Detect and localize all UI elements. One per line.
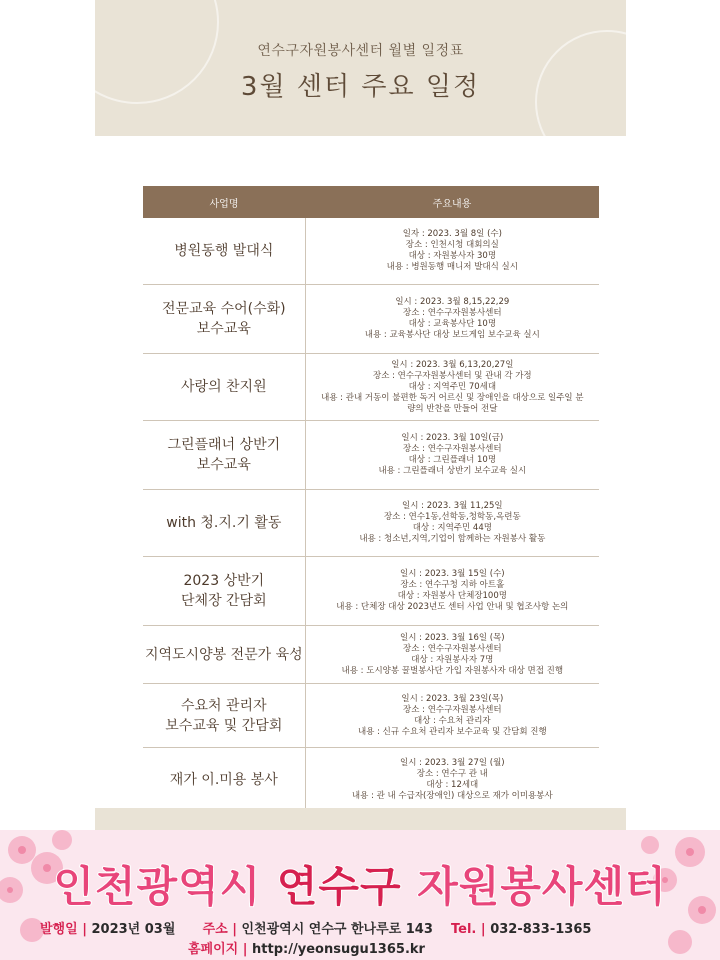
detail-line: 내용 : 신규 수요처 관리자 보수교육 및 간담회 진행 [357,726,547,737]
detail-line: 내용 : 도시양봉 꿀벌봉사단 가입 자원봉사자 대상 면접 진행 [341,665,564,676]
detail-line: 장소 : 연수1동,선학동,청학동,옥련동 [383,512,521,522]
program-name: 2023 상반기 단체장 간담회 [143,557,306,625]
program-name: 그린플래너 상반기 보수교육 [143,421,306,489]
title-city: 인천광역시 [53,862,277,911]
table-body [143,218,599,812]
detail-line: 장소 : 인천시청 대회의실 [405,240,499,250]
detail-line: 일시 : 2023. 3월 16일 (목) [400,632,505,643]
program-details [306,626,599,683]
issue-value: 2023년 03월 [91,922,176,937]
detail-line: 장소 : 연수구 관 내 [416,768,488,779]
detail-line: 일시 : 2023. 3월 11,25일 [402,501,503,511]
detail-line: 장소 : 연수구자원봉사센터 및 관내 각 가정 [372,370,532,381]
program-details [306,218,599,284]
schedule-table [143,186,599,812]
address-label: 주소 | [202,922,237,937]
homepage-link[interactable]: http://yeonsugu1365.kr [252,942,425,957]
header-subtitle: 연수구자원봉사센터 월별 일정표 [257,43,464,59]
detail-line: 장소 : 연수구자원봉사센터 [403,444,502,454]
table-row [143,748,599,812]
detail-line: 일시 : 2023. 3월 23일(목) [401,693,504,704]
program-name: with 청.지.기 활동 [143,490,306,556]
table-row [143,218,599,285]
detail-line: 장소 : 연수구자원봉사센터 [403,643,502,654]
detail-line: 일시 : 2023. 3월 6,13,20,27일 [391,359,514,370]
detail-line: 내용 : 관 내 수급자(장애인) 대상으로 재가 이미용봉사 [351,790,553,801]
program-details [306,285,599,353]
detail-line: 일시 : 2023. 3월 27일 (월) [400,757,505,768]
detail-line: 일자 : 2023. 3월 8일 (수) [402,229,502,239]
detail-line: 장소 : 연수구자원봉사센터 [403,704,502,715]
schedule-header [95,0,626,136]
detail-line: 일시 : 2023. 3월 8,15,22,29 [395,297,510,307]
tel-value: 032-833-1365 [490,922,592,937]
detail-line: 대상 : 12세대 [426,779,479,790]
program-name: 전문교육 수어(수화) 보수교육 [143,285,306,353]
footer-band [95,808,626,830]
address-value: 인천광역시 연수구 한나루로 143 [241,922,433,937]
program-details [306,354,599,420]
page-title: 3월 센터 주요 일정 [240,72,481,102]
detail-line: 일시 : 2023. 3월 15일 (수) [400,569,505,579]
detail-line: 내용 : 교육봉사단 대상 보드게임 보수교육 실시 [364,330,540,340]
table-row [143,354,599,421]
detail-line: 내용 : 그린플래너 상반기 보수교육 실시 [378,466,527,476]
table-header-row [143,186,599,218]
table-row [143,421,599,490]
detail-line: 내용 : 단체장 대상 2023년도 센터 사업 안내 및 협조사항 논의 [336,602,569,612]
homepage-label: 홈페이지 | [188,942,248,957]
program-details [306,490,599,556]
detail-line: 내용 : 관내 거동이 불편한 독거 어르신 및 장애인을 대상으로 일주일 분 [321,392,584,403]
column-header-program: 사업명 [209,198,239,210]
detail-line: 대상 : 지역주민 70세대 [408,381,497,392]
homepage-info [188,938,425,957]
table-row [143,626,599,684]
detail-line: 대상 : 교육봉사단 10명 [408,319,497,329]
detail-line: 대상 : 자원봉사 단체장100명 [397,591,507,601]
program-name: 사랑의 찬지원 [143,354,306,420]
footer-banner [0,830,720,960]
detail-line: 내용 : 청소년,지역,기업이 함께하는 자원봉사 활동 [359,534,546,544]
detail-line: 대상 : 지역주민 44명 [412,523,492,533]
detail-line: 장소 : 연수구청 지하 아트홀 [400,580,505,590]
column-header-content: 주요내용 [432,198,472,210]
program-name: 수요처 관리자 보수교육 및 간담회 [143,684,306,747]
program-name: 재가 이.미용 봉사 [143,748,306,811]
table-row [143,557,599,626]
publication-info [40,918,591,937]
program-name: 병원동행 발대식 [143,218,306,284]
program-details [306,684,599,747]
program-details [306,421,599,489]
table-row [143,285,599,354]
detail-line: 대상 : 자원봉사자 7명 [411,654,494,665]
detail-line: 대상 : 그린플래너 10명 [408,455,497,465]
table-row [143,684,599,748]
tel-label: Tel. | [451,922,486,937]
center-name-title [0,854,720,914]
program-details [306,748,599,811]
detail-line: 대상 : 수요처 관리자 [413,715,491,726]
detail-line: 량의 반찬을 만들어 전달 [407,403,498,414]
detail-line: 장소 : 연수구자원봉사센터 [403,308,502,318]
table-row [143,490,599,557]
title-district: 연수구 [276,862,418,911]
detail-line: 대상 : 자원봉사자 30명 [408,251,497,261]
detail-line: 일시 : 2023. 3월 10일(금) [401,433,504,443]
program-name: 지역도시양봉 전문가 육성 [143,626,306,683]
detail-line: 내용 : 병원동행 매니저 발대식 실시 [386,262,518,272]
title-center: 자원봉사센터 [417,862,667,911]
issue-label: 발행일 | [40,922,87,937]
program-details [306,557,599,625]
